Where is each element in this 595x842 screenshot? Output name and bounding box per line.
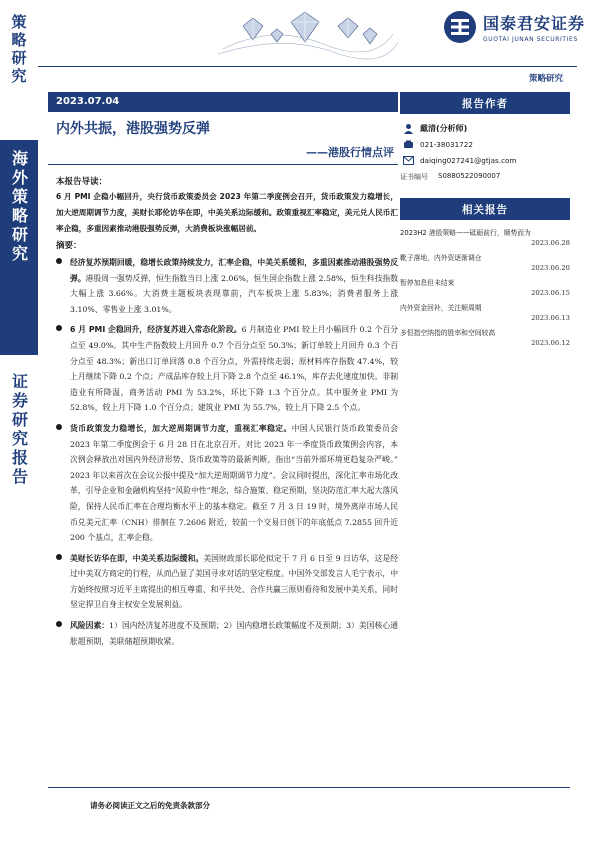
related-item[interactable]	[400, 224, 570, 249]
report-type-label: 策略研究	[528, 74, 563, 84]
guide-body: 6 月 PMI 企稳小幅回升，央行货币政策委员会 2023 年第二季度例会召开，货币政策发力稳增长，加大逆周期调节力度，美财长耶伦访华在即，中美关系边际缓和。政策重视汇率稳定，美元兑人民币汇率企稳，多重因素推动港股强势反弹，大消费板块涨幅居前。	[56, 192, 398, 233]
summary-label: 摘要：	[56, 241, 82, 251]
author-name-row	[400, 120, 570, 136]
related-title: 内外资金回补，关注顺周期	[400, 304, 482, 312]
disclaimer-note: 请务必阅读正文之后的免责条款部分	[90, 801, 210, 810]
bullet-lead: 货币政策发力稳增长，加大逆周期调节力度，重视汇率稳定。	[70, 423, 292, 433]
related-date: 2023.06.13	[531, 314, 570, 322]
related-item[interactable]	[400, 274, 570, 299]
cert-number: S0880522090007	[438, 172, 501, 180]
related-item[interactable]	[400, 324, 570, 349]
footer-divider	[48, 787, 570, 788]
main-column	[48, 92, 398, 654]
company-logo-icon	[443, 10, 477, 44]
strip-strategy-label: 策略研究	[9, 14, 28, 86]
bullet-body: 港股周一强势反弹，恒生指数当日上涨 2.06%，恒生国企指数上涨 2.58%，恒生科技指数大幅上涨 3.66%。大消费主题板块表现靠前，汽车板块上涨 5.83%；消费者服务上涨 3.10%、零售业上涨 3.01%。	[70, 273, 399, 314]
bullet-lead: 美财长访华在即，中美关系边际缓和。	[70, 553, 204, 563]
report-title: 内外共振，港股强势反弹	[56, 121, 210, 137]
related-title: 多恒指空纳指的胜率和空间较高	[400, 329, 496, 337]
related-date: 2023.06.12	[531, 339, 570, 347]
related-item[interactable]	[400, 299, 570, 324]
bullet-body: 美国财政部长耶伦拟定于 7 月 6 日至 9 日访华，这是经过中美双方商定的行程，从而凸显了美国寻求对话的坚定程度。中国外交部发言人毛宁表示，中方始终按照习近平主席提出的相互尊重、和平共处、合作共赢三原则看待和发展中美关系，同时坚定捍卫自身主权安全发展利益。	[70, 553, 398, 610]
related-title: 暂停加息但未结束	[400, 279, 455, 287]
page-header	[38, 0, 595, 62]
related-title: 2023H2 港股策略——砥砺前行，顺势而为	[400, 229, 531, 237]
cert-label: 证书编号	[400, 173, 428, 181]
strip-securities	[0, 365, 38, 500]
related-date: 2023.06.28	[531, 239, 570, 247]
summary-bullet	[48, 551, 398, 613]
summary-bullet	[48, 421, 398, 546]
brand-name-en: GUOTAI JUNAN SECURITIES	[483, 36, 578, 43]
related-date: 2023.06.20	[531, 264, 570, 272]
author-name: 戴清(分析师)	[420, 123, 468, 133]
related-heading: 相关报告	[400, 198, 570, 220]
brand-block	[443, 10, 585, 44]
author-phone: 021-38031722	[420, 139, 473, 149]
guide-label: 本报告导读：	[56, 177, 108, 187]
summary-bullet	[48, 255, 398, 317]
bullet-body: 中国人民银行货币政策委员会 2023 年第二季度例会于 6 月 28 日在北京召开。对比 2023 年一季度货币政策例会内容，本次例会释放出对国内外经济形势、货币政策等的最新判断，指出“当前外部环境更趋复杂严峻。” 2023 年以来首次在会议公报中提及“加大逆周期调节力度”。会议同时提出，深化汇率市场化改革，引导企业和金融机构坚持“风险中性”理念，综合施策、稳定预期，坚决防范汇率大起大落风险，保持人民币汇率在合理均衡水平上的基本稳定。截至 7 月 3 日 19 时，境外离岸市场人民币兑美元汇率（CNH）徘徊在 7.2606 附近，较前一个交易日创下的年底低点 7.2855 回升近 200 个基点，汇率企稳。	[70, 423, 399, 543]
bullet-body: 1）国内经济复苏进度不及预期；2）国内稳增长政策幅度不及预期；3）美国核心通胀超预期，美联储超预期收紧。	[70, 621, 398, 646]
bullet-body: 6 月制造业 PMI 较上月小幅回升 0.2 个百分点至 49.0%。其中生产指数较上月回升 0.7 个百分点至 50.3%；新订单较上月回升 0.3 个百分点至 48.3%；新出口订单回落 0.8 个百分点，外需持续走弱；原材料库存指数 47.4%，较上月继续下降 0.2 个点；产成品库存较上月下降 2.8 个点至 46.1%，库存去化速度加快。非制造业有所降温，商务活动 PMI 为 53.2%，环比下降 1.3 个百分点。其中服务业 PMI 为 52.8%，较上月下降 1.0 个百分点；建筑业 PMI 为 55.7%，较上月下降 2.5 个点。	[70, 325, 398, 413]
header-divider	[38, 66, 577, 67]
author-info	[400, 114, 570, 182]
summary-bullet	[48, 618, 398, 649]
person-icon	[400, 123, 416, 134]
author-email[interactable]: daiqing027241@gtjas.com	[420, 155, 517, 165]
report-date: 2023.07.04	[48, 92, 398, 112]
bullet-lead: 经济复苏预期回暖，稳增长政策持续发力，汇率企稳，中美关系缓和，多重因素推动港股强势反弹。	[70, 258, 398, 283]
author-email-row	[400, 152, 570, 168]
diamond-banner-image	[213, 4, 398, 62]
strip-overseas-label: 海外策略研究	[9, 150, 29, 264]
phone-icon	[400, 139, 416, 150]
related-reports	[400, 220, 570, 349]
title-divider	[48, 164, 398, 165]
related-item[interactable]	[400, 249, 570, 274]
bullet-dot-icon	[56, 424, 62, 430]
report-guide	[48, 175, 398, 251]
author-phone-row	[400, 136, 570, 152]
report-subtitle: ——港股行情点评	[306, 146, 394, 159]
author-heading: 报告作者	[400, 92, 570, 114]
summary-bullet	[48, 322, 398, 416]
side-column	[400, 92, 570, 349]
cert-row	[400, 172, 570, 182]
related-date: 2023.06.15	[531, 289, 570, 297]
bullet-dot-icon	[56, 621, 62, 627]
strip-strategy	[0, 14, 38, 92]
mail-icon	[400, 156, 416, 165]
summary-bullets	[48, 255, 398, 649]
related-title: 靴子落地，内外资逐渐调仓	[400, 254, 482, 262]
bullet-dot-icon	[56, 325, 62, 331]
bullet-lead: 6 月 PMI 企稳回升，经济复苏进入常态化阶段。	[70, 325, 242, 335]
strip-overseas	[0, 140, 38, 355]
bullet-lead: 风险因素：	[70, 621, 110, 631]
brand-name-cn: 国泰君安证券	[483, 14, 586, 33]
left-strip	[0, 0, 38, 842]
strip-securities-label: 证券研究报告	[9, 373, 29, 487]
bullet-dot-icon	[56, 554, 62, 560]
bullet-dot-icon	[56, 258, 62, 264]
